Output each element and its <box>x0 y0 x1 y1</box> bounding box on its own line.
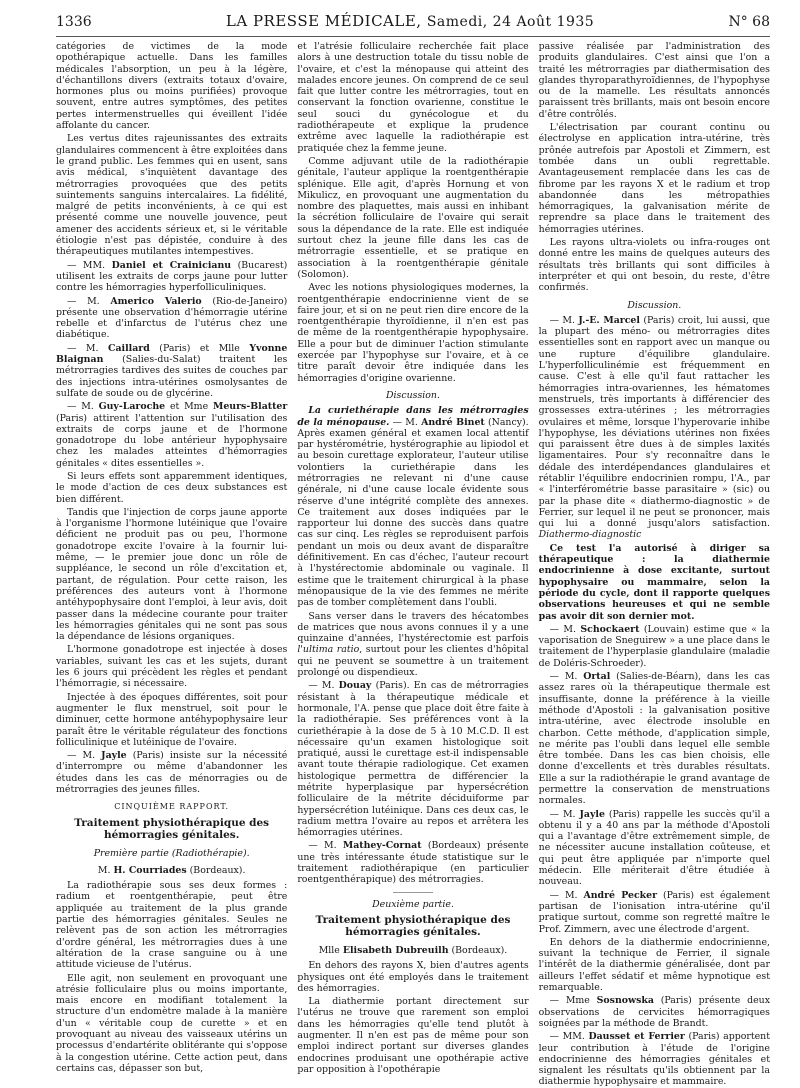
journal-name: LA PRESSE MÉDICALE, <box>225 12 422 30</box>
paragraph: — M. Jayle (Paris) insiste sur la nécessité d'interrompre ou même d'abandonner les études dans les cas de ménorragies ou de métrorragies des jeunes filles. <box>56 750 288 795</box>
paragraph: En dehors de la diathermie endocrinienne, suivant la technique de Ferrier, il signale l'intérêt de la diathermie généralisée, dont par ailleurs l'effet sédatif et même hypnotique est remarquable. <box>538 936 770 994</box>
paragraph: L'hormone gonadotrope est injectée à doses variables, suivant les cas et les sujets, durant les 6 jours qui précèdent les règles et pendant l'hémorragie, si nécessaire. <box>56 644 288 690</box>
paragraph: Elle agit, non seulement en provoquant une atrésie folliculaire plus ou moins importante, mais encore en modifiant totalement la structure d'un endomètre malade à la manière d'un « véritable coup de curette » et en provoquant au niveau des vaisseaux utérins un processus d'endartérite oblitérante qui s'oppose à la congestion utérine. Cette action peut, dans certains cas, dépasser son but, <box>56 972 288 1074</box>
paragraph: — M. Guy-Laroche et Mme Meurs-Blatter (Paris) attirent l'attention sur l'utilisation des extraits de corps jaune et de l'hormone gonadotrope du lobe antérieur hypophysaire chez les malades atteintes d'hémorragies génitales « dites essentielles ». <box>56 401 288 469</box>
paragraph: Si leurs effets sont apparemment identiques, le mode d'action de ces deux substances est bien différent. <box>56 470 288 505</box>
paragraph: Les rayons ultra-violets ou infra-rouges ont donné entre les mains de quelques auteurs des résultats très brillants qui sont difficiles à interpréter et qui ont besoin, du reste, d'être confirmés. <box>538 237 770 294</box>
page-header <box>56 12 770 37</box>
section-title: Traitement physiothérapique des hémorragies génitales. <box>315 913 511 939</box>
page-number: 1336 <box>56 14 92 30</box>
paragraph: passive réalisée par l'administration des produits glandulaires. C'est ainsi que l'on a traité les métrorragies par diathermisation des glandes thyroparathyroïdiennes, de l'hypophyse ou de la mamelle. Les résultats annoncés paraissent très brillants, mais ont besoin encore d'être contrôlés. <box>538 41 770 120</box>
paragraph: L'électrisation par courant continu ou électrolyse en application intra-utérine, très prônée autrefois par Apostoli et Zimmern, est tombée dans un oubli regrettable. Avantageusement remplacée dans les cas de fibrome par les rayons X et le radium et trop abandonnée dans les métropathies hémorragiques, la galvanisation mérite de reprendre sa place dans le traitement des hémorragies utérines. <box>538 122 770 235</box>
issue-number: N° 68 <box>728 14 770 30</box>
paragraph: Sans verser dans le travers des hécatombes de matrices que nous avons connues il y a une quinzaine d'années, l'hystérectomie est parfois l'ultima ratio, surtout pour les clientes d'hôpital qui ne peuvent se soumettre à un traitement prolongé ou dispendieux. <box>297 610 529 679</box>
paragraph: — Mme Sosnowska (Paris) présente deux observations de cervicites hémorragiques soignées par la méthode de Brandt. <box>538 995 770 1029</box>
paragraph: — M. Schockaert (Louvain) estime que « la vaporisation de Sneguirew » a une place dans le traitement de l'hyperplasie glandulaire (maladie de Doléris-Schroeder). <box>538 623 770 669</box>
paragraph: La diathermie portant directement sur l'utérus ne trouve que rarement son emploi dans les hémorragies qu'elle tend plutôt à augmenter. Il n'en est pas de même pour son emploi indirect portant sur diverses glandes endocrines produisant une opothérapie active par opposition à l'opothérapie <box>297 996 529 1075</box>
author-line: Mlle Elisabeth Dubreuilh (Bordeaux). <box>318 944 508 956</box>
paragraph: Avec les notions physiologiques modernes, la roentgenthérapie endocrinienne vient de se faire jour, et si on ne peut rien dire encore de la roentgenthérapie thyroïdienne, il n'en est pas de même de la roentgenthérapie hypophysaire. Elle a pour but de diminuer l'action stimulante exercée par l'hypophyse sur l'ovaire, et à ce titre paraît devoir être indiquée dans les hémorragies d'origine ovarienne. <box>297 282 529 384</box>
paragraph: Tandis que l'injection de corps jaune apporte à l'organisme l'hormone lutéinique que l'ovaire déficient ne produit pas ou peu, l'hormone gonadotrope excite l'ovaire à la fournir lui-même, — le premier joue donc un rôle de suppléance, le second un rôle d'excitation et, partant, de régulation. Pour cette raison, les préférences des auteurs vont à l'hormone antéhypophysaire dont l'emploi, à leur avis, doit passer dans la médecine courante pour traiter les hémorragies génitales qui ne sont pas sous la dépendance de lésions organiques. <box>56 506 288 643</box>
paragraph: — M. Americo Valerio (Rio-de-Janeiro) présente une observation d'hémorragie utérine rebelle et d'infarctus de l'utérus chez une diabétique. <box>56 295 288 341</box>
paragraph: La curiethérapie dans les métrorragies de la ménopause. — M. André Binet (Nancy). Après examen général et examen local attentif par hystérométrie, hystérographie au lipiodol et au besoin curettage explorateur, l'auteur utilise volontiers la curiethérapie dans les métrorragies ne relevant ni d'une cause générale, ni d'une cause locale évidente sous réserve d'une intégrité complète des annexes. Ce traitement aux doses indiquées par le rapporteur lui donne des succès dans quatre cas sur cinq. Les règles se reproduisent parfois pendant un mois ou deux avant de disparaître définitivement. En cas d'échec, l'auteur recourt à l'hystérectomie abdominale ou vaginale. Il estime que le traitement chirurgical à la phase ménopausique de la vie des femmes ne mérite pas de tomber complètement dans l'oubli. <box>297 405 529 609</box>
paragraph: — M. Ortal (Salies-de-Béarn), dans les cas assez rares où la thérapeutique thermale est insuffisante, donne la préférence à la vieille méthode d'Apostoli : la galvanisation positive intra-utérine, avec électrode insoluble en charbon. Cette méthode, d'application simple, ne mérite pas l'oubli dans lequel elle semble être tombée. Dans les cas bien choisis, elle donne d'excellents et très durables résultats. Elle a sur la radiothérapie le grand avantage de permettre la conservation de menstruations normales. <box>538 671 770 807</box>
journal-title <box>226 12 594 30</box>
paragraph: et l'atrésie folliculaire recherchée fait place alors à une destruction totale du tissu noble de l'ovaire, et c'est la ménopause qui atteint des malades encore jeunes. On comprend de ce seul fait que lutter contre les métrorragies, tout en conservant la fonction ovarienne, constitue le seul souci du gynécologue et du radiothérapeute et explique la prudence extrême avec laquelle la radiothérapie est pratiquée chez la femme jeune. <box>297 41 529 154</box>
paragraph: Les vertus dites rajeunissantes des extraits glandulaires commencent à être exploitées dans le grand public. Les femmes qui en usent, sans avis médical, s'inquiètent davantage des métrorragies provoquées que des petits suintements sanguins intercalaires. La fidélité, malgré de petits inconvénients, à ce qui est présenté comme une nouvelle jouvence, peut amener des accidents sérieux et, si le véritable étiologie n'est pas dépistée, conduire à des thérapeutiques mutilantes intempestives. <box>56 133 288 258</box>
discussion-heading: Discussion. <box>627 299 682 311</box>
column-1 <box>56 41 288 1074</box>
paragraph: — MM. Daniel et Crainicianu (Bucarest) utilisent les extraits de corps jaune pour lutter contre les hémorragies hyperfolliculiniques. <box>56 259 288 294</box>
paragraph: — M. J.-E. Marcel (Paris) croit, lui aussi, que la plupart des méno- ou métrorragies dites essentielles sont en rapport avec un manque ou une rupture d'équilibre glandulaire. L'hyperfolliculinémie est fréquemment en cause. C'est à elle qu'il faut rattacher les hémorragies intra-ovariennes, les hématomes menstruels, très importants à différencier des grossesses extra-utérines ; les métrorragies ovulaires et même, lorsque l'hyperovarie inhibe l'hypophyse, les déviations utérines non fixées qui paraissent être dues à de simples laxités ligamentaires. Pour s'y reconnaître dans le dédale des interdépendances glandulaires et rétablir l'équilibre endocrinien rompu, l'A., par « l'interférométrie basse parasitaire » (sic) ou par la phase dite « diathermo-diagnostic » de Ferrier, sur lequel il ne peut se prononcer, mais qui lui a donné jusqu'alors satisfaction. Diathermo-diagnostic <box>538 314 770 541</box>
paragraph: — M. Jayle (Paris) rappelle les succès qu'il a obtenu il y a 40 ans par la méthode d'Apostoli qui a l'avantage d'être extrêmement simple, de ne nécessiter aucune installation coûteuse, et qui peut être appliquée par n'importe quel médecin. Elle mériterait d'être étudiée à nouveau. <box>538 808 770 888</box>
discussion-heading: Discussion. <box>386 389 440 401</box>
paragraph: Ce test l'a autorisé à diriger sa thérapeutique : la diathermie endocrinienne à dose excitante, surtout hypophysaire ou mammaire, selon la période du cycle, dont il rapporte quelques observations heureuses et qui ne semble pas avoir dit son dernier mot. <box>538 542 770 622</box>
paragraph: En dehors des rayons X, bien d'autres agents physiques ont été employés dans le traitement des hémorragies. <box>297 960 529 994</box>
paragraph: Comme adjuvant utile de la radiothérapie génitale, l'auteur applique la roentgenthérapie splénique. Elle agit, d'après Hornung et von Mikulicz, en provoquant une augmentation du nombre des plaquettes, mais aussi en inhibant la sécrétion folliculaire de l'ovaire qui serait sous la dépendance de la rate. Elle est indiquée surtout chez la jeune fille dans les cas de métrorragie essentielle, et se pratique en association à la roentgenthérapie génitale (Solomon). <box>297 155 529 280</box>
paragraph: — M. Mathey-Cornat (Bordeaux) présente une très intéressante étude statistique sur le traitement radiothérapique (en particulier roentgenthérapique) des métrorragies. <box>297 840 529 886</box>
paragraph: catégories de victimes de la mode opothérapique actuelle. Dans les familles médicales l'absorption, un peu à la légère, d'échantillons divers (extraits totaux d'ovaire, hormones plus ou moins purifiées) provoque souvent, entre autres symptômes, des petites pertes intermenstruelles qui éveillent l'idée affolante du cancer. <box>56 41 288 132</box>
paragraph: — M. André Pecker (Paris) est également partisan de l'ionisation intra-utérine qu'il pratique surtout, comme son regretté maître le Prof. Zimmern, avec une électrode d'argent. <box>538 889 770 935</box>
paragraph: — M. Douay (Paris). En cas de métrorragies résistant à la thérapeutique médicale et hormonale, l'A. pense que place doit être faite à la radiothérapie. Ses préférences vont à la curiethérapie à la dose de 5 à 10 M.C.D. Il est nécessaire qu'un examen histologique soit pratiqué, aussi le curettage est-il indispensable avant toute thérapie radiologique. Cet examen histologique permettra de différencier la métrite hyperplasique par hypersécrétion folliculaire de la métrite déciduiforme par hypersécrétion lutéinique. Dans ces deux cas, le radium mettra l'ovaire au repos et arrêtera les hémorragies utérines. <box>297 680 529 839</box>
paragraph: La radiothérapie sous ses deux formes : radium et roentgenthérapie, peut être appliquée au traitement de la plus grande partie des hémorragies génitales. Seules ne relèvent pas de son action les métrorragies d'ordre général, les métrorragies dues à une altération de la crase sanguine ou à une attitude vicieuse de l'utérus. <box>56 880 288 971</box>
paragraph: — M. Caillard (Paris) et Mlle Yvonne Blaignan (Salies-du-Salat) traitent les métrorragies tardives des suites de couches par des injections intra-utérines osmolysantes de sulfate de soude ou de glycérine. <box>56 342 288 399</box>
section-title: Traitement physiothérapique des hémorragies génitales. <box>74 816 270 842</box>
issue-date: Samedi, 24 Août 1935 <box>426 14 595 30</box>
column-2 <box>297 41 529 1075</box>
paragraph: — MM. Dausset et Ferrier (Paris) apportent leur contribution à l'étude de l'origine endocrinienne des hémorragies génitales et signalent les résultats qu'ils obtiennent par la diathermie hypophysaire et mammaire. <box>538 1031 770 1088</box>
part-heading: Première partie (Radiothérapie). <box>93 847 250 859</box>
column-3 <box>538 41 770 1088</box>
author-line: M. H. Courriades (Bordeaux). <box>97 864 246 876</box>
paragraph: Injectée à des époques différentes, soit pour augmenter le flux menstruel, soit pour le diminuer, cette hormone antéhypophysaire leur paraît être le véritable régulateur des fonctions folliculinique et lutéinique de l'ovaire. <box>56 691 288 748</box>
report-heading: CINQUIÈME RAPPORT. <box>114 802 230 812</box>
part-heading: Deuxième partie. <box>372 898 454 910</box>
columns <box>56 41 770 1088</box>
divider <box>393 892 433 893</box>
